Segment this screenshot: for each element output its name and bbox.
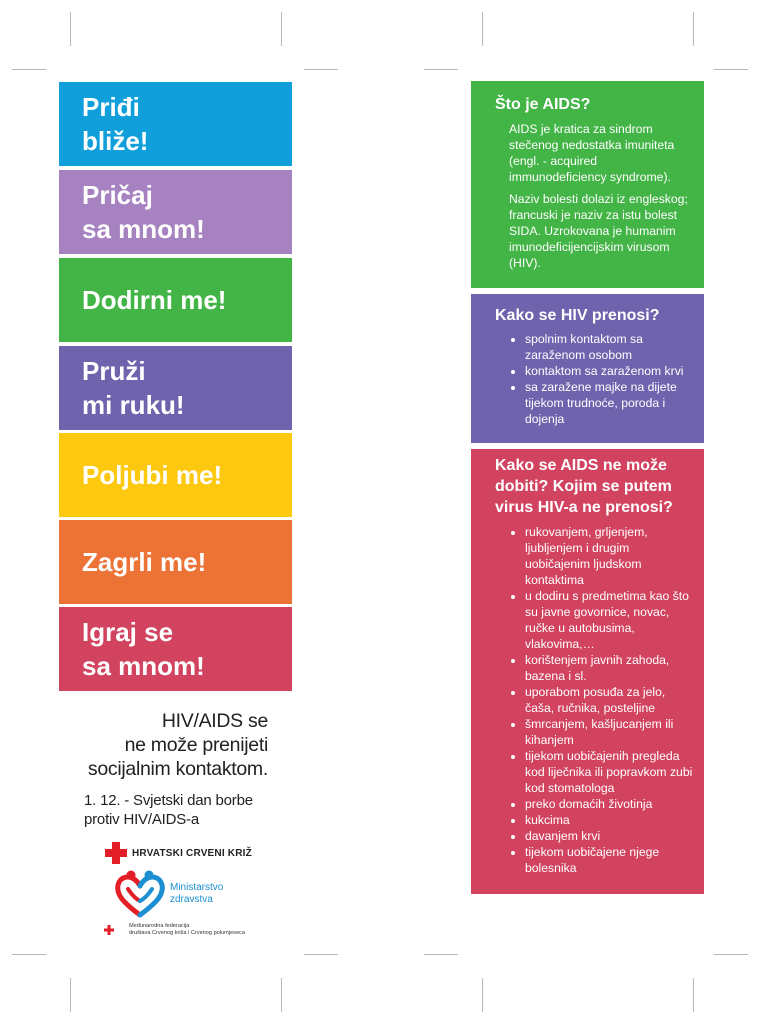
list-item: • spolnim kontaktom sa zaraženom osobom xyxy=(525,331,694,363)
crop-mark xyxy=(304,69,338,70)
list-item: • kontaktom sa zaraženom krvi xyxy=(525,363,694,379)
ministry-of-health-logo xyxy=(114,869,223,919)
crop-mark xyxy=(482,978,483,1012)
section-how-hiv-spreads xyxy=(471,294,704,443)
ministry-name: Ministarstvo zdravstva xyxy=(170,882,224,905)
list-item: • u dodiru s predmetima kao što su javne govornice, novac, ručke u autobusima, vlakovima,… xyxy=(525,588,694,652)
list-item: • rukovanjem, grljenjem, ljubljenjem i drugim uobičajenim ljudskom kontaktima xyxy=(525,524,694,588)
section-how-aids-not-spread xyxy=(471,449,704,894)
list-item: • davanjem krvi xyxy=(525,828,694,844)
section-title: Što je AIDS? xyxy=(495,96,591,113)
list-item: • tijekom uobičajene njege bolesnika xyxy=(525,844,694,876)
crop-mark xyxy=(281,12,282,46)
croatian-red-cross-logo xyxy=(104,841,252,865)
list-item: • šmrcanjem, kašljucanjem ili kihanjem xyxy=(525,716,694,748)
band-igraj-se xyxy=(59,607,292,691)
band-label: Zagrli me! xyxy=(82,547,207,577)
band-poljubi-me xyxy=(59,433,292,517)
list-item: • korištenjem javnih zahoda, bazena i sl. xyxy=(525,652,694,684)
red-cross-icon xyxy=(104,841,128,865)
band-label: Pruži mi ruku! xyxy=(82,356,185,420)
section-paragraph: Naziv bolesti dolazi iz engleskog; francuski je naziv za istu bolest SIDA. Uzrokovana je humanim imunodeficijencijskim virusom (HIV). xyxy=(509,192,688,270)
crop-mark xyxy=(12,954,46,955)
world-aids-day-date: 1. 12. - Svjetski dan borbe protiv HIV/AIDS-a xyxy=(84,792,253,828)
crop-mark xyxy=(693,12,694,46)
crop-mark xyxy=(12,69,46,70)
non-transmission-list xyxy=(471,524,704,876)
band-label: Igraj se sa mnom! xyxy=(82,617,205,681)
crop-mark xyxy=(304,954,338,955)
list-item: • preko domaćih životinja xyxy=(525,796,694,812)
band-label: Pričaj sa mnom! xyxy=(82,180,205,244)
section-title: Kako se HIV prenosi? xyxy=(495,307,660,324)
cross-crescent-icon xyxy=(104,924,126,936)
list-item: • sa zaražene majke na dijete tijekom trudnoće, poroda i dojenja xyxy=(525,379,694,427)
crop-mark xyxy=(70,978,71,1012)
crop-mark xyxy=(424,954,458,955)
ifrc-name: Međunarodna federacija društava Crvenog križa i Crvenog polumjeseca xyxy=(129,923,245,936)
red-cross-name: HRVATSKI CRVENI KRIŽ xyxy=(132,847,252,859)
band-zagrli-me xyxy=(59,520,292,604)
crop-mark xyxy=(693,978,694,1012)
list-item: • tijekom uobičajenih pregleda kod liječnika ili popravkom zubi kod stomatologa xyxy=(525,748,694,796)
heart-figures-icon xyxy=(114,869,166,919)
crop-mark xyxy=(714,69,748,70)
band-pricaj-sa-mnom xyxy=(59,170,292,254)
section-title: Kako se AIDS ne može dobiti? Kojim se putem virus HIV-a ne prenosi? xyxy=(495,457,673,516)
hiv-message: HIV/AIDS se ne može prenijeti socijalnim kontaktom. xyxy=(87,710,268,780)
band-dodirni-me xyxy=(59,258,292,342)
band-label: Poljubi me! xyxy=(82,460,223,490)
crop-mark xyxy=(482,12,483,46)
crop-mark xyxy=(70,12,71,46)
ifrc-logo xyxy=(104,923,245,937)
crop-mark xyxy=(714,954,748,955)
crop-mark xyxy=(281,978,282,1012)
band-pridi-blize xyxy=(59,82,292,166)
section-paragraph: AIDS je kratica za sindrom stečenog nedostatka imuniteta (engl. - acquired immunodeficiency syndrome). xyxy=(509,122,675,184)
section-what-is-aids xyxy=(471,81,704,288)
transmission-list xyxy=(471,331,704,427)
band-label: Priđi bliže! xyxy=(82,92,149,156)
crop-mark xyxy=(424,69,458,70)
list-item: • uporabom posuđa za jelo, čaša, ručnika, posteljine xyxy=(525,684,694,716)
list-item: • kukcima xyxy=(525,812,694,828)
band-pruzi-mi-ruku xyxy=(59,346,292,430)
band-label: Dodirni me! xyxy=(82,285,227,315)
